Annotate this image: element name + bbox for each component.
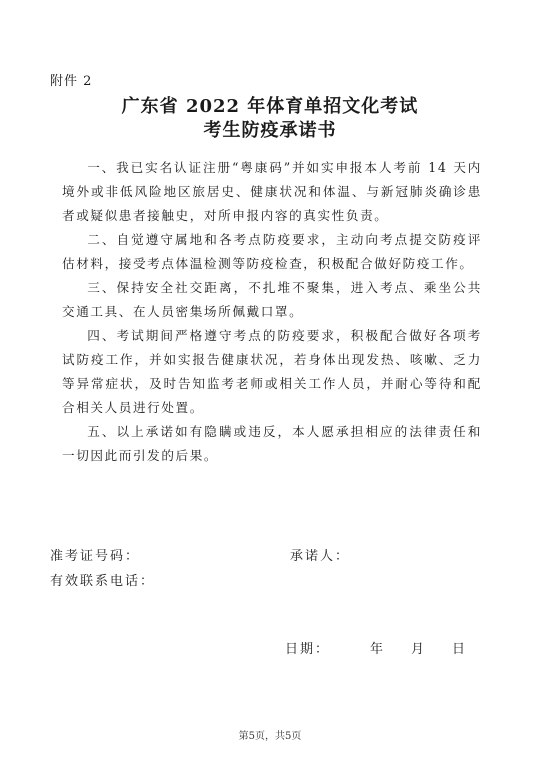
attachment-label: 附件 2 — [50, 74, 93, 89]
document-subtitle: 考生防疫承诺书 — [203, 120, 337, 141]
signer-label: 承诺人： — [290, 549, 351, 564]
paragraph-5: 五、以上承诺如有隐瞒或违反，本人愿承担相应的法律责任和一切因此而引发的后果。 — [62, 424, 482, 463]
phone-label: 有效联系电话： — [50, 574, 156, 589]
page-footer: 第5页，共5页 — [238, 731, 302, 742]
paragraph-1: 一、我已实名认证注册“粤康码”并如实申报本人考前 14 天内境外或非低风险地区旅居史、健康状况和体温、与新冠肺炎确诊患者或疑似患者接触史，对所申报内容的真实性负责。 — [62, 160, 482, 223]
date-month: 月 — [411, 642, 427, 657]
date-year: 年 — [370, 642, 386, 657]
document-title: 广东省 2022 年体育单招文化考试 — [121, 96, 419, 117]
date-line — [285, 638, 467, 657]
exam-id-label: 准考证号码： — [50, 549, 141, 564]
paragraph-3: 三、保持安全社交距离，不扎堆不聚集，进入考点、乘坐公共交通工具、在人员密集场所佩戴口罩。 — [62, 280, 482, 319]
date-day: 日 — [452, 642, 468, 657]
paragraph-2: 二、自觉遵守属地和各考点防疫要求，主动向考点提交防疫评估材料，接受考点体温检测等防疫检查，积极配合做好防疫工作。 — [62, 232, 482, 271]
paragraph-4: 四、考试期间严格遵守考点的防疫要求，积极配合做好各项考试防疫工作，并如实报告健康状况，若身体出现发热、咳嗽、乏力等异常症状，及时告知监考老师或相关工作人员，并耐心等待和配合相关人员进行处置。 — [62, 328, 482, 415]
date-label: 日期： — [285, 642, 331, 657]
